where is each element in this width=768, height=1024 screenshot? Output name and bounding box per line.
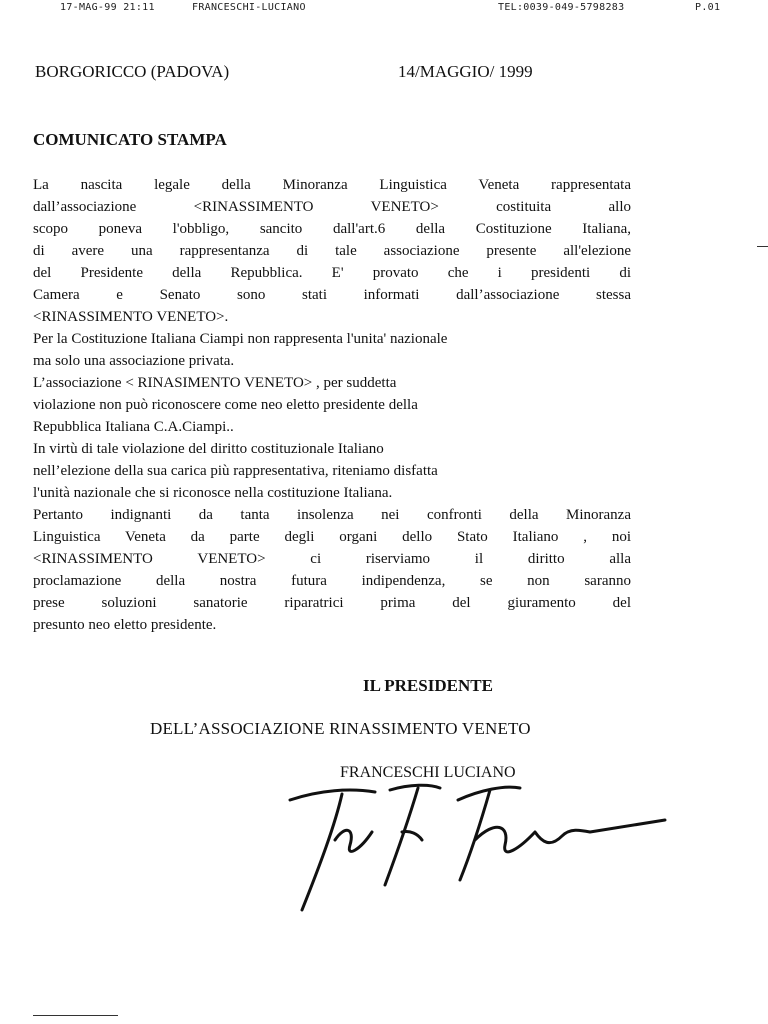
fax-edge-mark — [33, 1015, 118, 1016]
date-text: 14/MAGGIO/ 1999 — [398, 62, 533, 81]
body-line: Camera e Senato sono stati informati dall’associazione stessa — [33, 287, 631, 303]
body-line: <RINASSIMENTO VENETO>. — [33, 309, 229, 325]
body-line: ma solo una associazione privata. — [33, 353, 235, 369]
body-line: violazione non può riconoscere come neo eletto presidente della — [33, 397, 418, 413]
place-text: BORGORICCO (PADOVA) — [35, 62, 230, 81]
handwritten-signature — [280, 770, 680, 920]
document-title: COMUNICATO STAMPA — [33, 130, 227, 149]
body-line: Pertanto indignanti da tanta insolenza nei confronti della Minoranza — [33, 507, 631, 523]
body-line: dall’associazione <RINASSIMENTO VENETO> costituita allo — [33, 199, 631, 215]
fax-page-number: P.01 — [695, 2, 721, 13]
body-line: In virtù di tale violazione del diritto costituzionale Italiano — [33, 441, 384, 457]
body-line: prese soluzioni sanatorie riparatrici prima del giuramento del — [33, 595, 631, 611]
fax-header — [0, 2, 768, 16]
fax-edge-mark — [757, 246, 768, 247]
body-line: del Presidente della Repubblica. E' provato che i presidenti di — [33, 265, 631, 281]
fax-sender: FRANCESCHI-LUCIANO — [192, 2, 306, 13]
president-title: IL PRESIDENTE — [363, 676, 493, 695]
body-line: Repubblica Italiana C.A.Ciampi.. — [33, 419, 234, 435]
body-line: proclamazione della nostra futura indipendenza, se non saranno — [33, 573, 631, 589]
fax-telephone: TEL:0039-049-5798283 — [498, 2, 625, 13]
body-line: nell’elezione della sua carica più rappresentativa, riteniamo disfatta — [33, 463, 438, 479]
place-date-line — [35, 62, 635, 84]
body-line: L’associazione < RINASIMENTO VENETO> , per suddetta — [33, 375, 397, 391]
body-line: di avere una rappresentanza di tale associazione presente all'elezione — [33, 243, 631, 259]
body-line: Linguistica Veneta da parte degli organi dello Stato Italiano , noi — [33, 529, 631, 545]
body-line: l'unità nazionale che si riconosce nella costituzione Italiana. — [33, 485, 393, 501]
signer-name: FRANCESCHI LUCIANO — [340, 764, 516, 781]
body-line: Per la Costituzione Italiana Ciampi non rappresenta l'unita' nazionale — [33, 331, 448, 347]
body-line: <RINASSIMENTO VENETO> ci riserviamo il diritto alla — [33, 551, 631, 567]
press-release-body — [33, 174, 631, 636]
body-line: presunto neo eletto presidente. — [33, 617, 217, 633]
body-line: scopo poneva l'obbligo, sancito dall'art.6 della Costituzione Italiana, — [33, 221, 631, 237]
association-name: DELL’ASSOCIAZIONE RINASSIMENTO VENETO — [150, 719, 531, 738]
body-line: La nascita legale della Minoranza Linguistica Veneta rappresentata — [33, 177, 631, 193]
fax-datetime: 17-MAG-99 21:11 — [60, 2, 155, 13]
